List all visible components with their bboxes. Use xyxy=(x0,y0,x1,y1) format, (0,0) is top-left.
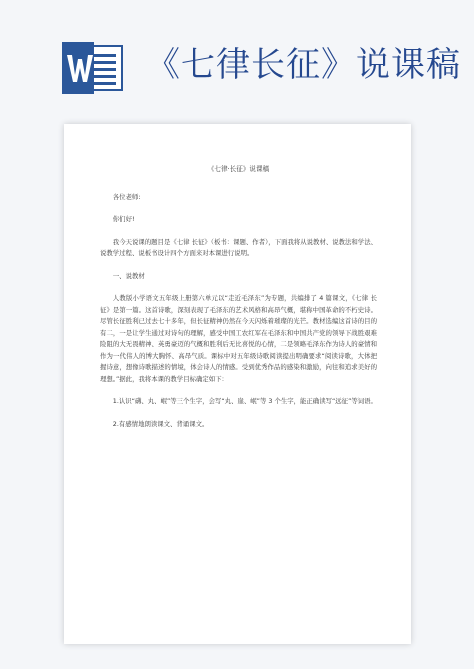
page-heading: 《七律·长征》说课稿 xyxy=(207,165,270,173)
document-title: 《七律长征》说课稿 xyxy=(146,45,461,85)
greeting-line-1: 各位老师: xyxy=(112,192,141,201)
header xyxy=(0,0,474,100)
objective-2: 2.有感情地朗读课文、背诵课文。 xyxy=(112,419,209,428)
section-body-paragraph: 人教版小学语文五年级上册第六单元以“走近毛泽东”为专题，共编排了 4 篇课文，《七律 长征》是第一篇。这首诗歌，深刻表现了毛泽东的艺术风格和高昂气概，堪称中国革命的不朽史诗。尽管长征胜利已过去七十多年，但长征精神仍然在今天闪烁着璀璨的光芒。教材选编这首诗的目的有二，一是让学生通过对诗句的理解，感受中国工农红军在毛泽东和中国共产党的领导下战胜艰难险阻的大无畏精神、英勇豪迈的气概和胜利后无比喜悦的心情，二是领略毛泽东作为诗人的豪情和作为一代伟人的博大胸怀、高昂气质。课标中对五年级诗歌阅读提出明确要求“阅读诗歌，大体把握诗意，想像诗歌描述的情境，体会诗人的情感。受到优秀作品的感染和激励，向往和追求美好的理想。”据此，我将本课的教学目标确定如下： xyxy=(100,294,377,383)
intro-paragraph: 我今天说课的题目是《七律 长征》（板书：课题、作者），下面我将从说教材、说教法和学法、说教学过程、说板书设计四个方面来对本课进行说明。 xyxy=(100,237,377,257)
greeting-line-2: 你们好! xyxy=(112,215,135,223)
document-page xyxy=(64,124,411,644)
objective-1: 1.认识“礴、丸、岷”等三个生字，会写“丸、崖、岷”等 3 个生字，能正确读写“远征”等词语。 xyxy=(112,397,377,405)
section-heading: 一、说教材 xyxy=(112,271,145,280)
word-document-icon xyxy=(62,42,124,94)
